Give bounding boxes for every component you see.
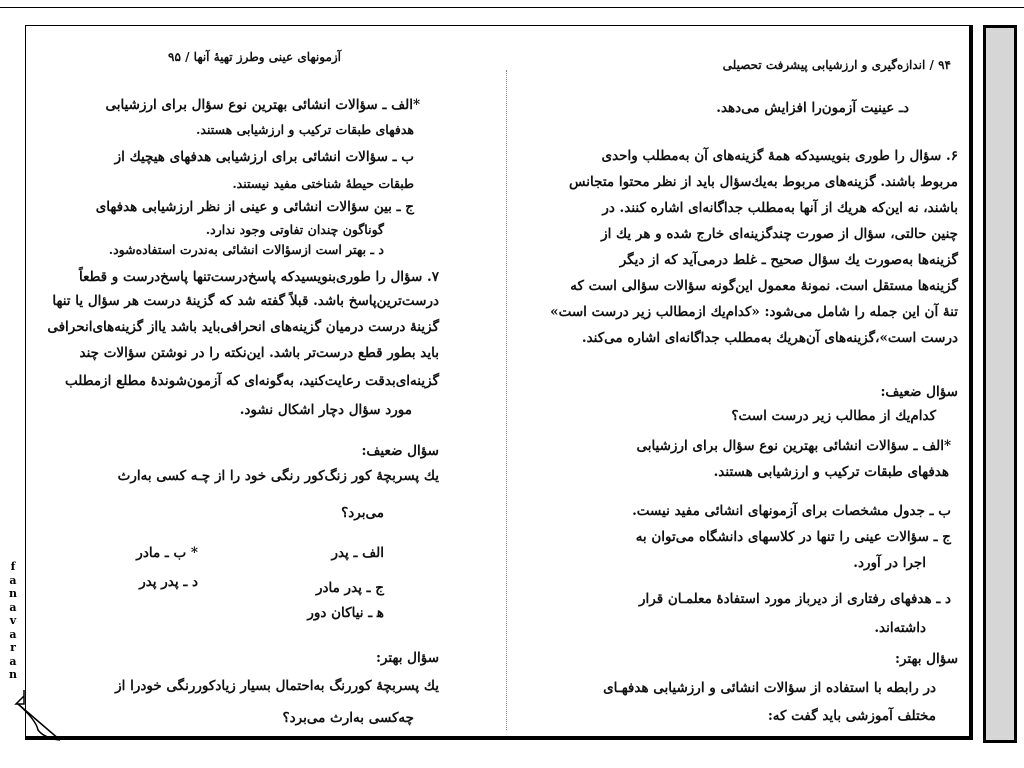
watermark-letter: r [10, 641, 16, 654]
watermark-letter: a [9, 627, 17, 641]
right-better-question-line: در رابطه با استفاده از سؤالات انشائی و ارزشیابی هدفهـای [603, 680, 936, 696]
rule-6-line: مربوط باشند. گزینه‌های مربوط به‌یك‌سؤال باید از نظر محتوا متجانس [569, 174, 958, 190]
rule-6-line: گزینه‌ها به‌صورت یك سؤال صحیح ـ غلط درمی‌آید که از دیگر [619, 252, 958, 268]
left-option-line: ب ـ سؤالات انشائی برای ارزشیابی هدفهای هیچیك از [114, 149, 414, 165]
left-option-line: *الف ـ سؤالات انشائی بهترین نوع سؤال برای ارزشیابی [105, 97, 420, 113]
right-option-line: ب ـ جدول مشخصات برای آزمونهای انشائی مفید نیست. [632, 503, 951, 519]
watermark-letter: a [9, 573, 17, 587]
right-better-question-label: سؤال بهتر: [894, 651, 958, 667]
watermark-letter: n [9, 587, 17, 600]
right-page-number: ۹۴ [938, 58, 951, 72]
left-better-question-line: یك پسربچهٔ کوررنگ به‌احتمال بسیار زیاد‌کوررنگی خودرا از [115, 678, 439, 694]
watermark-letter: a [9, 600, 17, 614]
option-be-correct: * ب ـ مادر [136, 545, 198, 561]
right-intro-line: دـ عینیت آزمون‌را افزایش می‌دهد. [716, 100, 909, 116]
left-page-header-title: آزمونهای عینی وطرز تهیهٔ آنها [193, 50, 341, 64]
right-option-line: اجرا در آورد. [853, 555, 926, 571]
left-option-line: طبقات حیطهٔ شناختی مفید نیستند. [232, 176, 414, 191]
option-dal: د ـ پدر پدر [139, 574, 198, 590]
left-better-question-line: چه‌کسی به‌ارث می‌برد؟ [282, 710, 414, 726]
right-option-line: هدفهای طبقات ترکیب و ارزشیابی هستند. [713, 464, 949, 480]
gutter-divider [506, 70, 507, 730]
rule-7-line: باید بطور قطع درست‌تر باشد. این‌نکته را در نوشتن سؤالات چند [79, 345, 439, 361]
page-curl-icon [14, 690, 64, 748]
left-option-line: گوناگون چندان تفاوتی وجود ندارد. [205, 222, 384, 237]
option-he: ﻫ ـ نیاکان دور [307, 605, 384, 621]
top-rule [0, 7, 1024, 8]
right-option-line: *الف ـ سؤالات انشائی بهترین نوع سؤال برای ارزشیابی [636, 438, 951, 454]
right-page-header-title: اندازه‌گیری و ارزشیابی پیشرفت تحصیلی [722, 58, 926, 72]
watermark-letter: n [9, 668, 17, 681]
watermark-letter: v [9, 614, 17, 627]
left-weak-question-label: سؤال ضعیف: [361, 443, 439, 459]
right-better-question-line: مختلف آموزشی باید گفت که: [767, 708, 936, 724]
left-option-line: ج ـ بین سؤالات انشائی و عینی از نظر ارزشیابی هدفهای [95, 199, 414, 215]
vertical-scrollbar[interactable] [983, 25, 1017, 743]
left-page-header: آزمونهای عینی وطرز تهیهٔ آنها / ۹۵ [168, 50, 341, 64]
left-option-line: د ـ بهتر است ازسؤالات انشائی به‌ندرت استفاده‌شود. [108, 242, 384, 257]
option-alef: الف ـ پدر [331, 545, 384, 561]
rule-7-line: مورد سؤال دچار اشکال نشود. [239, 402, 412, 418]
left-weak-question-line: یك پسربچهٔ کور زنگ‌کور رنگی خود را از چـه کسی به‌ارث [117, 468, 439, 484]
right-option-line: د ـ هدفهای رفتاری از دیرباز مورد استفادهٔ معلمـان قرار [638, 591, 951, 607]
rule-7-line: ۷. سؤال را طوری‌بنویسیدکه پاسخ‌درست‌تنها پاسخ‌درست و قطعاً [78, 269, 439, 285]
right-option-line: داشته‌اند. [874, 620, 926, 636]
left-weak-question-line: می‌برد؟ [341, 505, 384, 521]
rule-6-line: گزینه‌ها مستقل است. نمونهٔ معمول این‌گونه سؤالات سؤالی است که [570, 278, 958, 294]
watermark-letter: a [9, 654, 17, 668]
option-jim: ج ـ پدر مادر [315, 580, 384, 596]
watermark-letter: f [10, 560, 16, 573]
rule-6-line: ۶. سؤال را طوری بنویسیدکه همهٔ گزینه‌های آن به‌مطلب واحدی [601, 148, 958, 164]
rule-7-line: درست‌ترین‌پاسخ باشد. قبلاً گفته شد که گزینهٔ درست هر سؤال یا تنها [52, 293, 439, 309]
rule-7-line: گزینه‌ای‌بدقت رعایت‌کنید، به‌گونه‌ای که آزمون‌شوندهٔ مطلع ازمطلب [65, 373, 439, 389]
rule-7-line: گزینهٔ درست درمیان گزینه‌های انحرافی‌باید باشد یااز گزینه‌های‌انحرافی [47, 319, 439, 335]
left-page-number: ۹۵ [168, 50, 181, 64]
right-option-line: ج ـ سؤالات عینی را تنها در کلاسهای دانشگاه می‌توان به [635, 529, 951, 545]
right-page-header: ۹۴ / اندازه‌گیری و ارزشیابی پیشرفت تحصیلی [722, 58, 951, 72]
rule-6-line: درست است»،گزینه‌های آن‌هریك به‌مطلب جداگانه‌ای اشاره می‌کند. [581, 330, 958, 346]
right-weak-question: کدام‌یك از مطالب زیر درست است؟ [731, 408, 936, 424]
left-better-question-label: سؤال بهتر: [375, 650, 439, 666]
right-weak-question-label: سؤال ضعیف: [880, 384, 958, 400]
rule-6-line: تنهٔ آن این جمله را شامل می‌شود: «کدام‌یك ازمطالب زیر درست است» [550, 304, 958, 320]
rule-6-line: چنین حالتی، سؤال از صورت چندگزینه‌ای خارج شده و هر یك از [601, 226, 958, 242]
fanavaran-watermark [6, 560, 20, 682]
left-option-line: هدفهای طبقات ترکیب و ارزشیابی هستند. [196, 122, 414, 137]
rule-6-line: باشند، نه این‌که هریك از آنها به‌مطلب جداگانه‌ای اشاره کنند. در [602, 200, 958, 216]
